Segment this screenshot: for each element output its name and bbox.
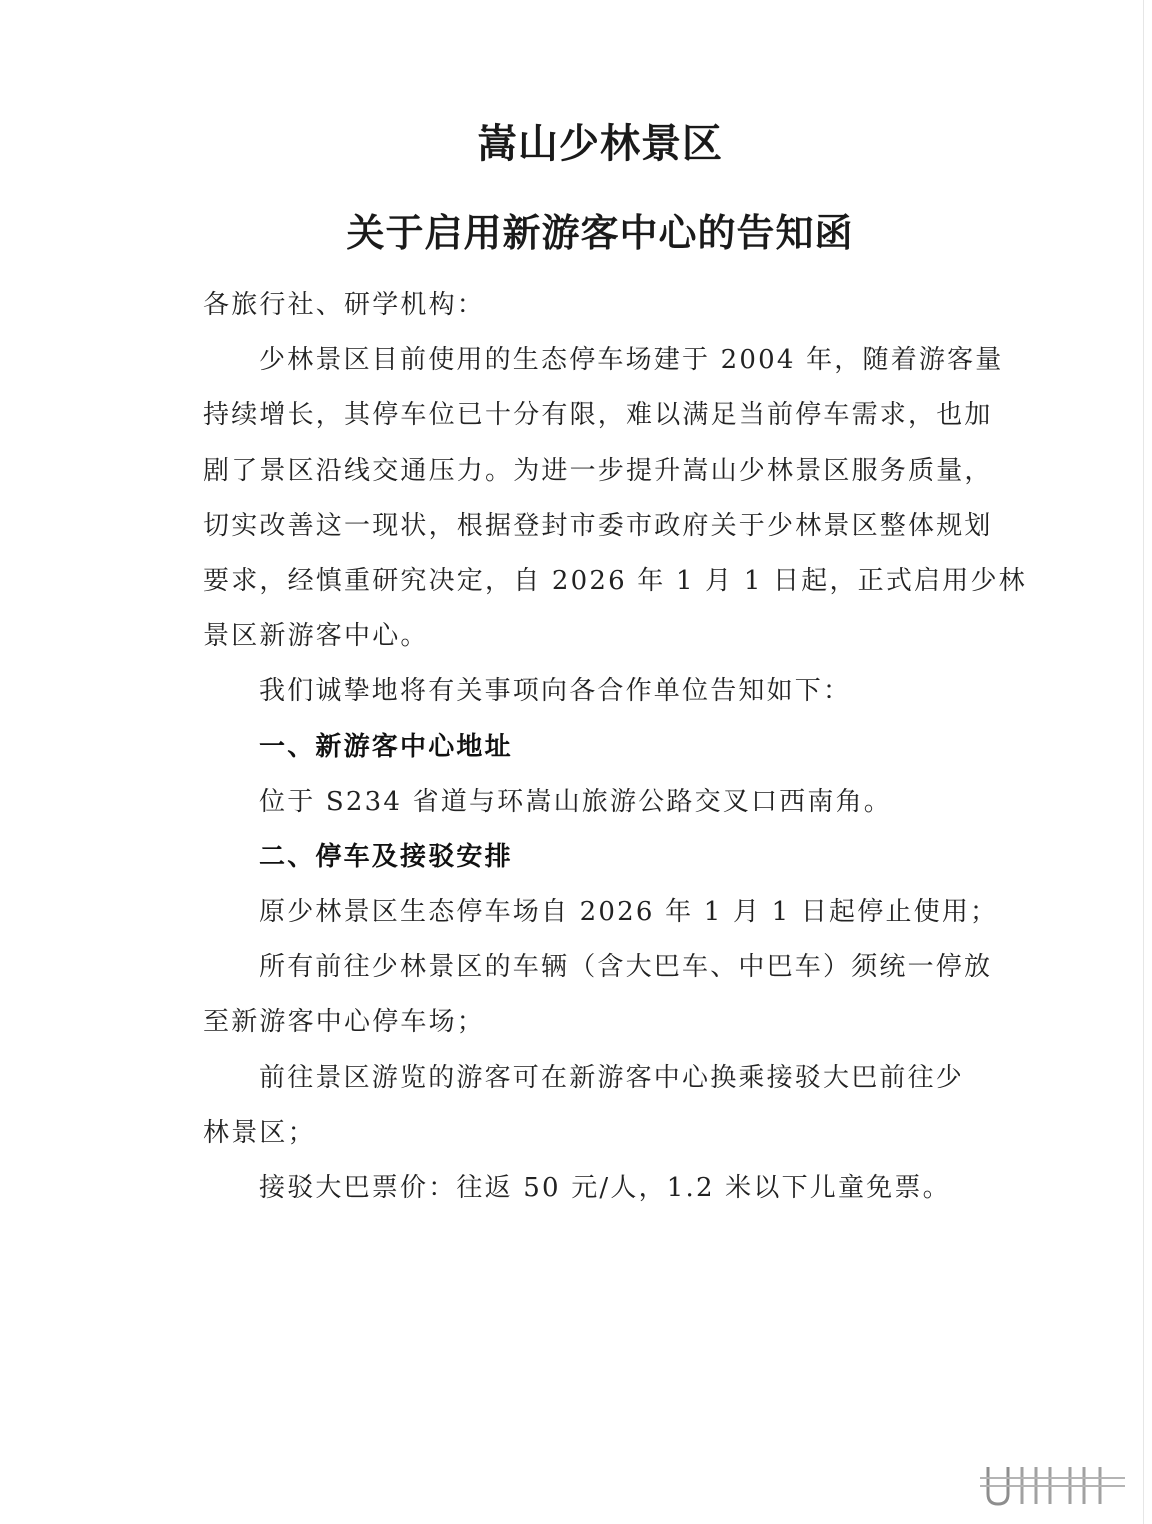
paragraph-line: 各旅行社、研学机构： [203, 290, 486, 320]
paragraph-line: 少林景区目前使用的生态停车场建于 2004 年，随着游客量 [259, 345, 1004, 376]
paragraph-line: 位于 S234 省道与环嵩山旅游公路交叉口西南角。 [259, 786, 892, 817]
document-subtitle: 关于启用新游客中心的告知函 [346, 211, 854, 255]
paragraph-line: 所有前往少林景区的车辆（含大巴车、中巴车）须统一停放 [259, 952, 993, 983]
platform-logo-icon [980, 1462, 1130, 1507]
paragraph-line: 剧了景区沿线交通压力。为进一步提升嵩山少林景区服务质量， [203, 455, 993, 486]
paragraph-line: 切实改善这一现状，根据登封市委市政府关于少林景区整体规划 [203, 510, 993, 541]
paragraph-line: 我们诚挚地将有关事项向各合作单位告知如下： [259, 676, 852, 707]
paragraph-line: 前往景区游览的游客可在新游客中心换乘接驳大巴前往少 [259, 1062, 965, 1093]
paragraph-line: 接驳大巴票价：往返 50 元/人，1.2 米以下儿童免票。 [259, 1173, 951, 1203]
paragraph-line: 持续增长，其停车位已十分有限，难以满足当前停车需求，也加 [203, 400, 993, 431]
section-heading: 二、停车及接驳安排 [259, 841, 513, 872]
document-body [203, 278, 1027, 1216]
section-heading: 一、新游客中心地址 [259, 731, 513, 762]
paragraph-line: 要求，经慎重研究决定，自 2026 年 1 月 1 日起，正式启用少林 [203, 565, 1027, 596]
document-title: 嵩山少林景区 [477, 121, 723, 167]
paragraph-line: 景区新游客中心。 [203, 621, 429, 652]
paragraph-line: 原少林景区生态停车场自 2026 年 1 月 1 日起停止使用； [259, 897, 999, 928]
paragraph-line: 林景区； [203, 1117, 316, 1148]
paragraph-line: 至新游客中心停车场； [203, 1007, 486, 1038]
